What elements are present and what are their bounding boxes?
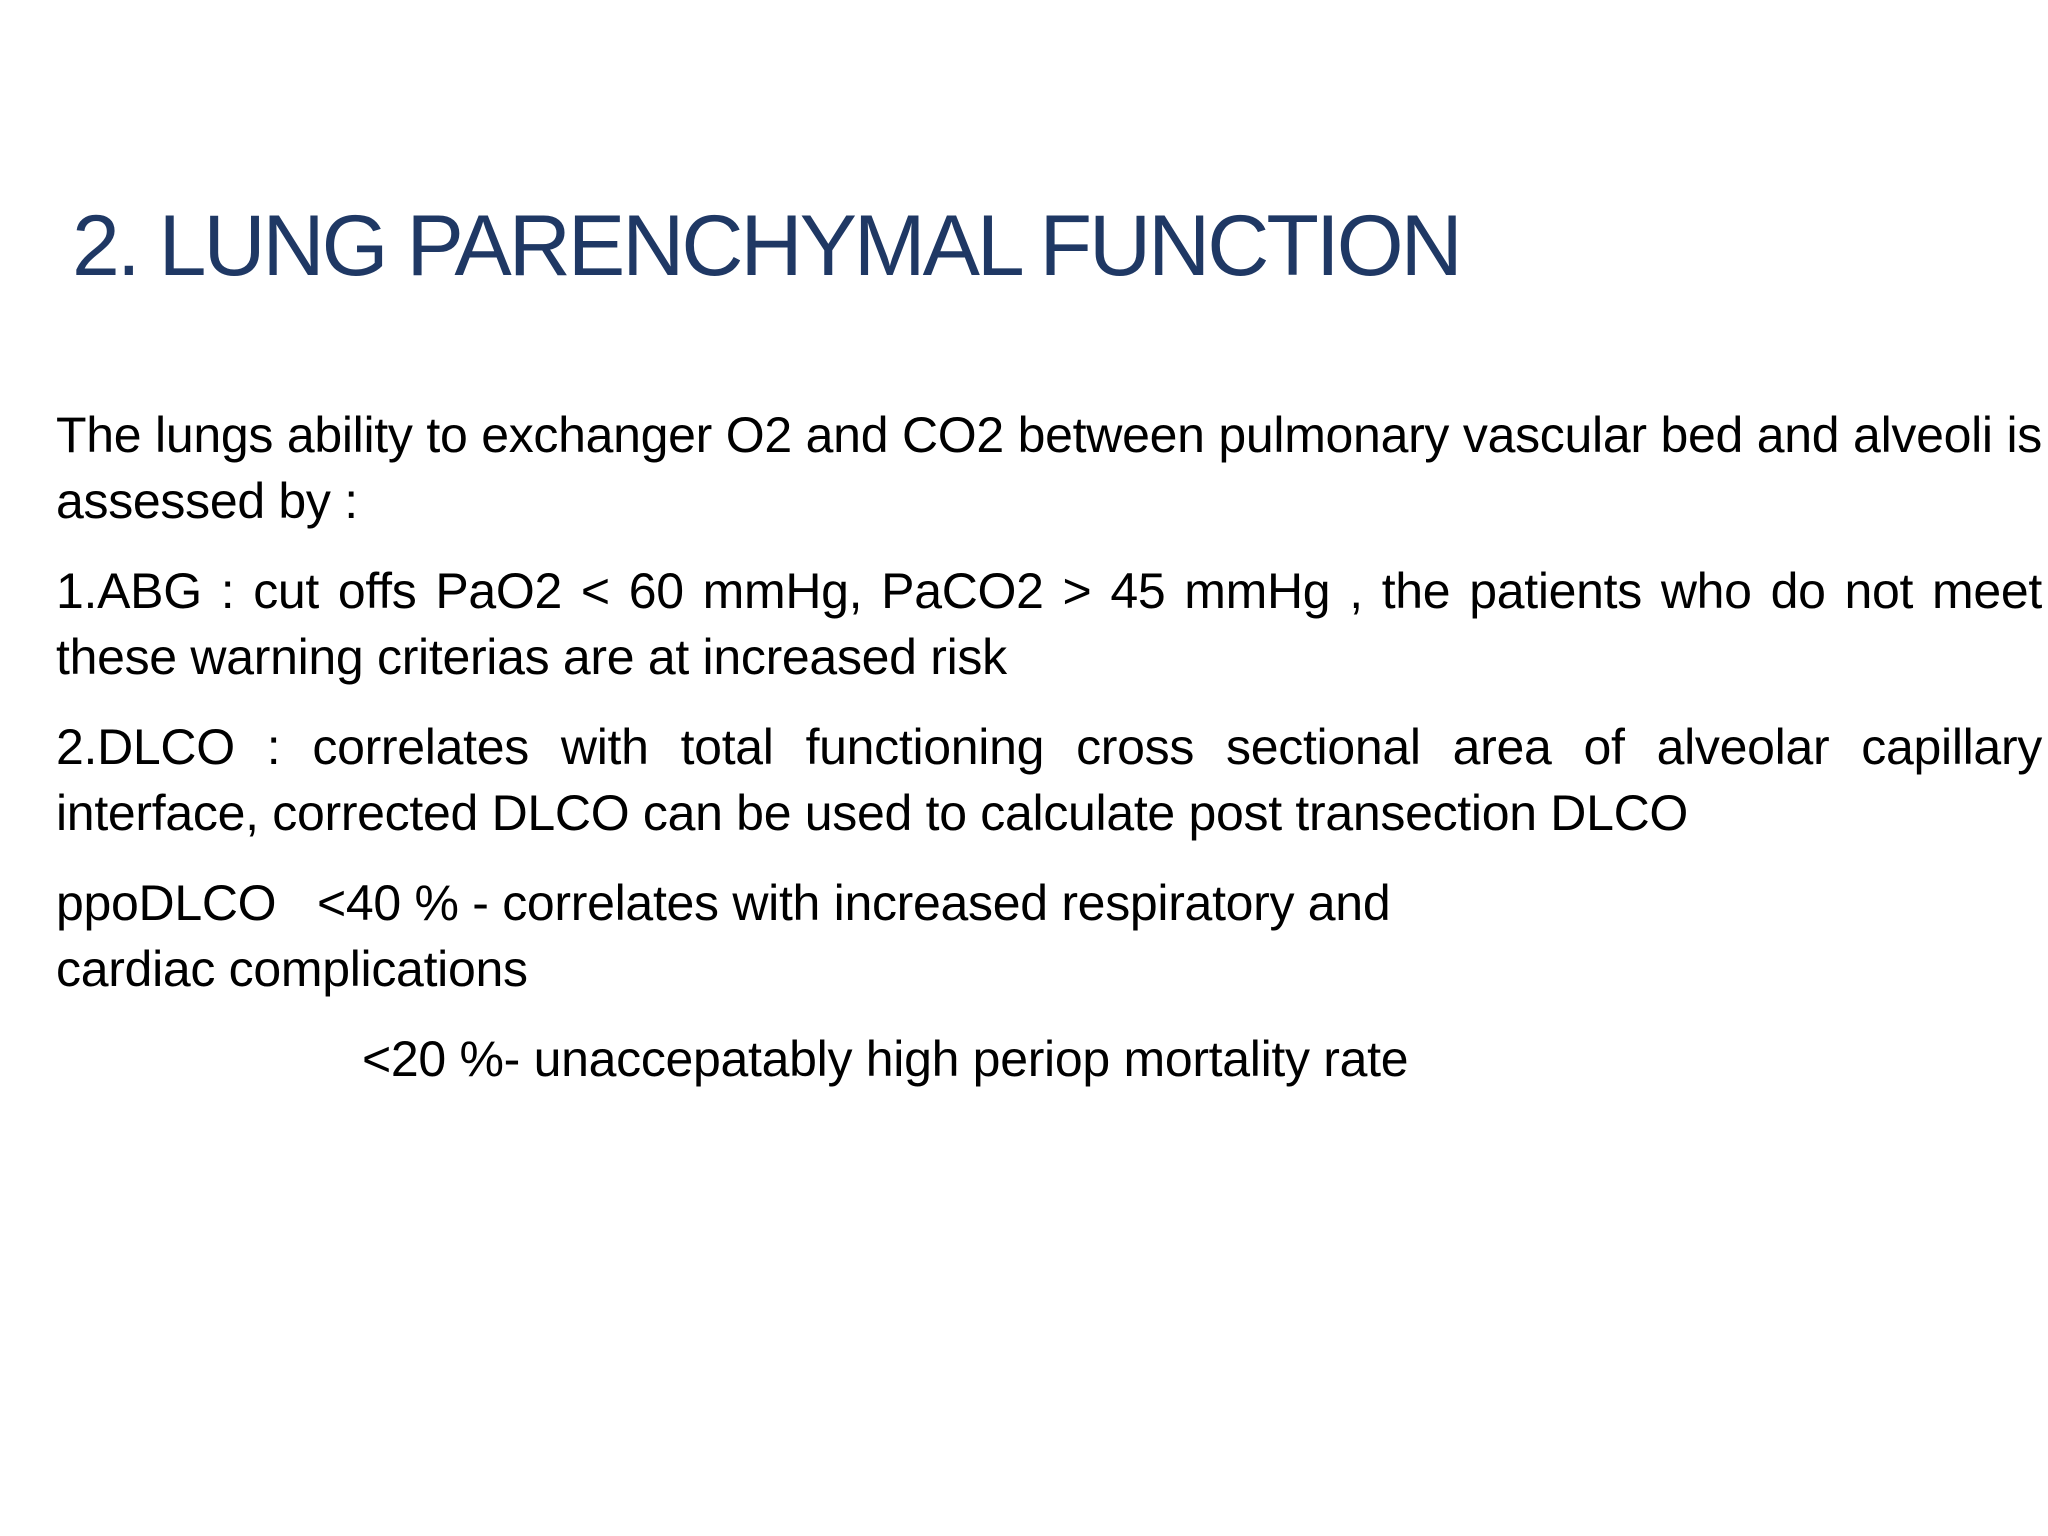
ppodlco-line-2: cardiac complications	[56, 941, 528, 997]
ppodlco-paragraph	[56, 870, 2042, 1002]
slide-title: 2. LUNG PARENCHYMAL FUNCTION	[72, 198, 1460, 294]
intro-paragraph: The lungs ability to exchanger O2 and CO2 between pulmonary vascular bed and alveoli is assessed by :	[56, 407, 2042, 529]
ppodlco-threshold-line: <20 %- unaccepatably high periop mortality rate	[362, 1031, 1409, 1087]
abg-paragraph: 1.ABG : cut offs PaO2 < 60 mmHg, PaCO2 > 45 mmHg , the patients who do not meet these warning criterias are at increased risk	[56, 563, 2042, 685]
ppodlco-line-1: ppoDLCO <40 % - correlates with increased respiratory and	[56, 875, 1391, 931]
dlco-paragraph: 2.DLCO : correlates with total functioning cross sectional area of alveolar capillary interface, corrected DLCO can be used to calculate post transection DLCO	[56, 719, 2042, 841]
slide-body	[56, 402, 2042, 1092]
